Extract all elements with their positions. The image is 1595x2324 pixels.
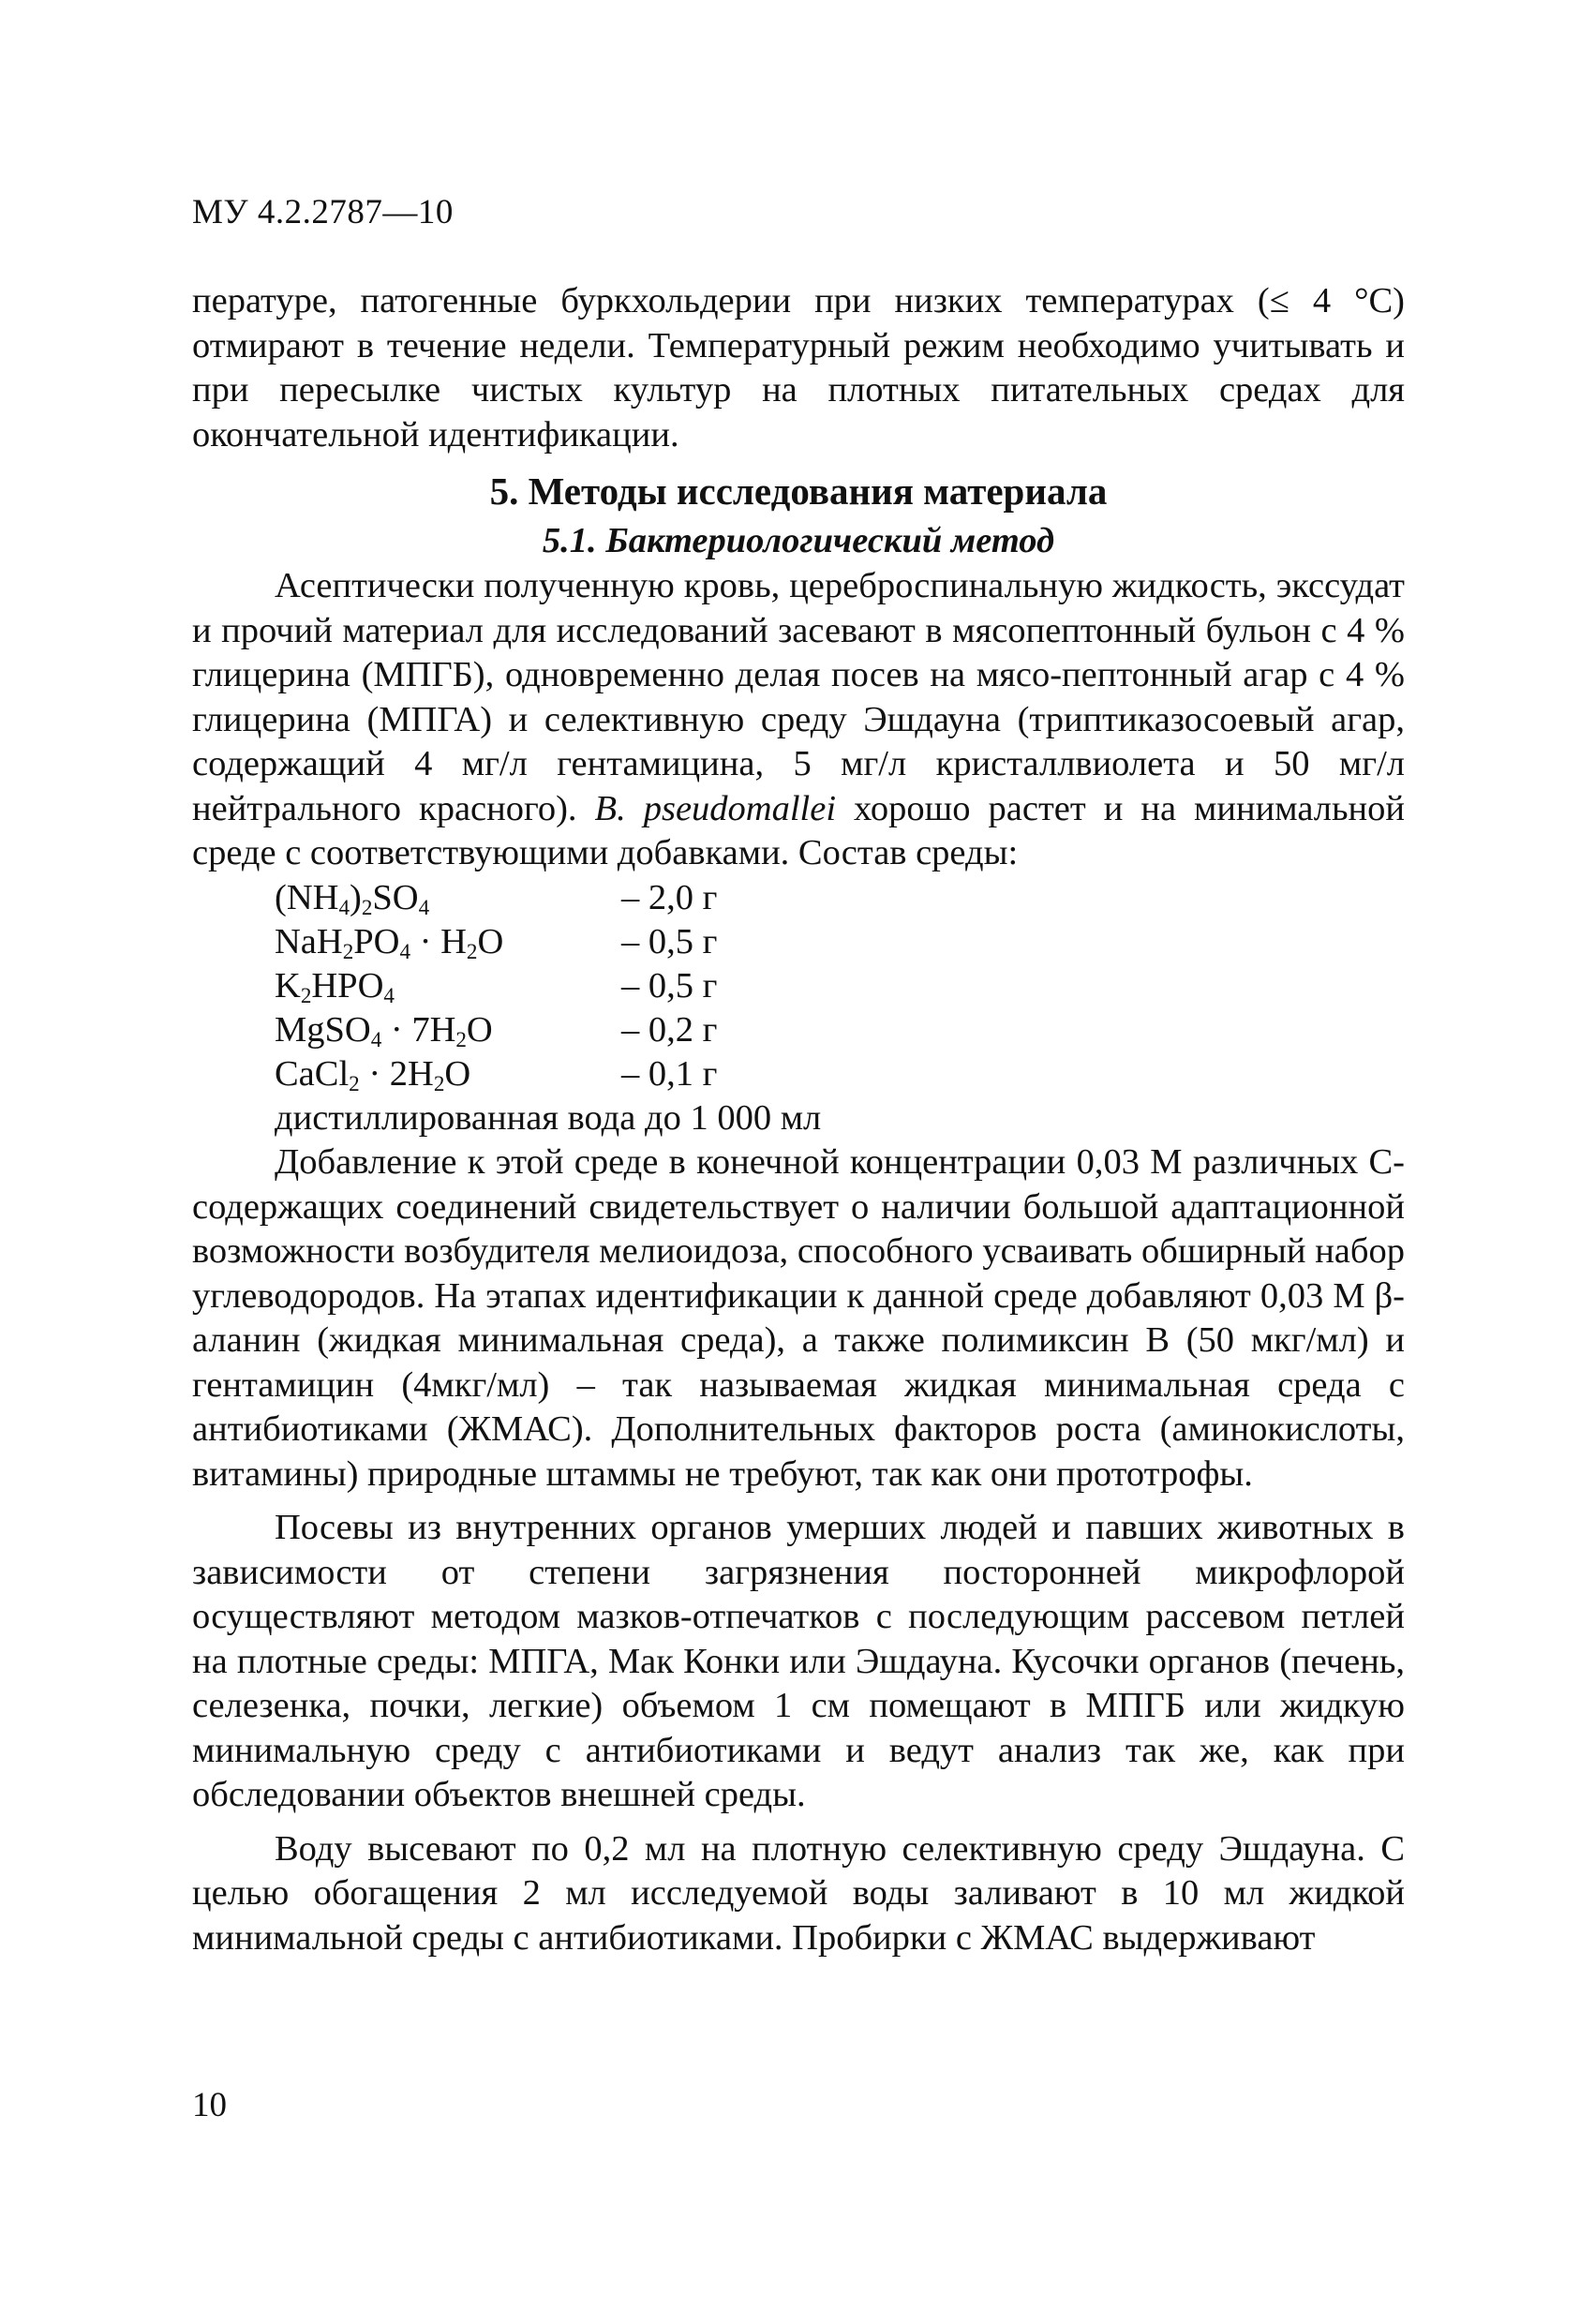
intro-paragraph: пературе, патогенные буркхольдерии при низких температурах (≤ 4 °C) отмирают в течение недели. Температурный режим необходимо учитывать и при пересылке чистых культур на плотных питательных средах для окончательной идентификации. bbox=[192, 281, 1405, 454]
subsection-title: 5.1. Бактериологический метод bbox=[542, 521, 1055, 560]
medium-composition-table bbox=[275, 876, 1405, 1096]
compound-formula: $NaH_2PO_4 \cdot H_2O$ bbox=[275, 921, 504, 963]
species-name: B. pseudomallei bbox=[594, 788, 837, 828]
compound-formula: $(NH_4)_2SO_4$ bbox=[275, 877, 430, 919]
compound-amount: – 0,5 г bbox=[621, 921, 718, 961]
method-paragraph-text-1: Асептически полученную кровь, цереброспинальную жидкость, экссудат и прочий материал для исследований засевают в мясопептонный бульон с 4 % глицерина (МПГБ), одновременно делая посев на мясо-пептонный агар с 4 % глицерина (МПГА) и селективную среду Эшдауна (триптиказосоевый агар, содержащий 4 мг/л гентамицина, 5 мг/л кристаллвиолета и 50 мг/л нейтрального красного). bbox=[192, 566, 1405, 828]
additives-paragraph: Добавление к этой среде в конечной концентрации 0,03 М различных С-содержащих соединений свидетельствует о наличии большой адаптационной возможности возбудителя мелиоидоза, способного усваивать обширный набор углеводородов. На этапах идентификации к данной среде добавляют 0,03 М β-аланин (жидкая минимальная среда), а также полимиксин В (50 мкг/мл) и гентамицин (4мкг/мл) – так называемая жидкая минимальная среда с антибиотиками (ЖМАС). Дополнительных факторов роста (аминокислоты, витамины) природные штаммы не требуют, так как они прототрофы. bbox=[192, 1142, 1405, 1494]
compound-amount: – 0,2 г bbox=[621, 1009, 718, 1050]
compound-formula: $K_2HPO_4$ bbox=[275, 965, 395, 1007]
composition-row bbox=[275, 876, 1405, 920]
compound-amount: – 0,5 г bbox=[621, 965, 718, 1006]
compound-amount: – 0,1 г bbox=[621, 1053, 718, 1094]
section-title: 5. Методы исследования материала bbox=[489, 469, 1108, 513]
water-culture-paragraph: Воду высевают по 0,2 мл на плотную селективную среду Эшдауна. С целью обогащения 2 мл исследуемой воды заливают в 10 мл жидкой минимальной среды с антибиотиками. Пробирки с ЖМАС выдерживают bbox=[192, 1828, 1405, 1958]
compound-formula: CaCl$_2$ · $2H_2O$ bbox=[275, 1053, 471, 1095]
composition-row bbox=[275, 1008, 1405, 1052]
method-paragraph bbox=[192, 564, 1405, 876]
method-paragraph-text-2: хорошо растет и на минимальной среде с соответствующими добавками. Состав среды: bbox=[192, 788, 1405, 872]
water-line: дистиллированная вода до 1 000 мл bbox=[275, 1097, 822, 1138]
composition-row bbox=[275, 1052, 1405, 1096]
page-number: 10 bbox=[192, 2086, 227, 2124]
composition-row bbox=[275, 964, 1405, 1008]
compound-formula: MgSO$_4$ · $7H_2O$ bbox=[275, 1009, 493, 1051]
composition-row bbox=[275, 920, 1405, 964]
compound-amount: – 2,0 г bbox=[621, 877, 718, 917]
organ-cultures-paragraph: Посевы из внутренних органов умерших людей и павших животных в зависимости от степени загрязнения посторонней микрофлорой осуществляют методом мазков-отпечатков с последующим рассевом петлей на плотные среды: МПГА, Мак Конки или Эшдауна. Кусочки органов (печень, селезенка, почки, легкие) объемом 1 см помещают в МПГБ или жидкую минимальную среду с антибиотиками и ведут анализ так же, как при обследовании объектов внешней среды. bbox=[192, 1508, 1405, 1814]
document-code-header: МУ 4.2.2787—10 bbox=[192, 193, 454, 231]
page-content bbox=[192, 279, 1405, 1960]
